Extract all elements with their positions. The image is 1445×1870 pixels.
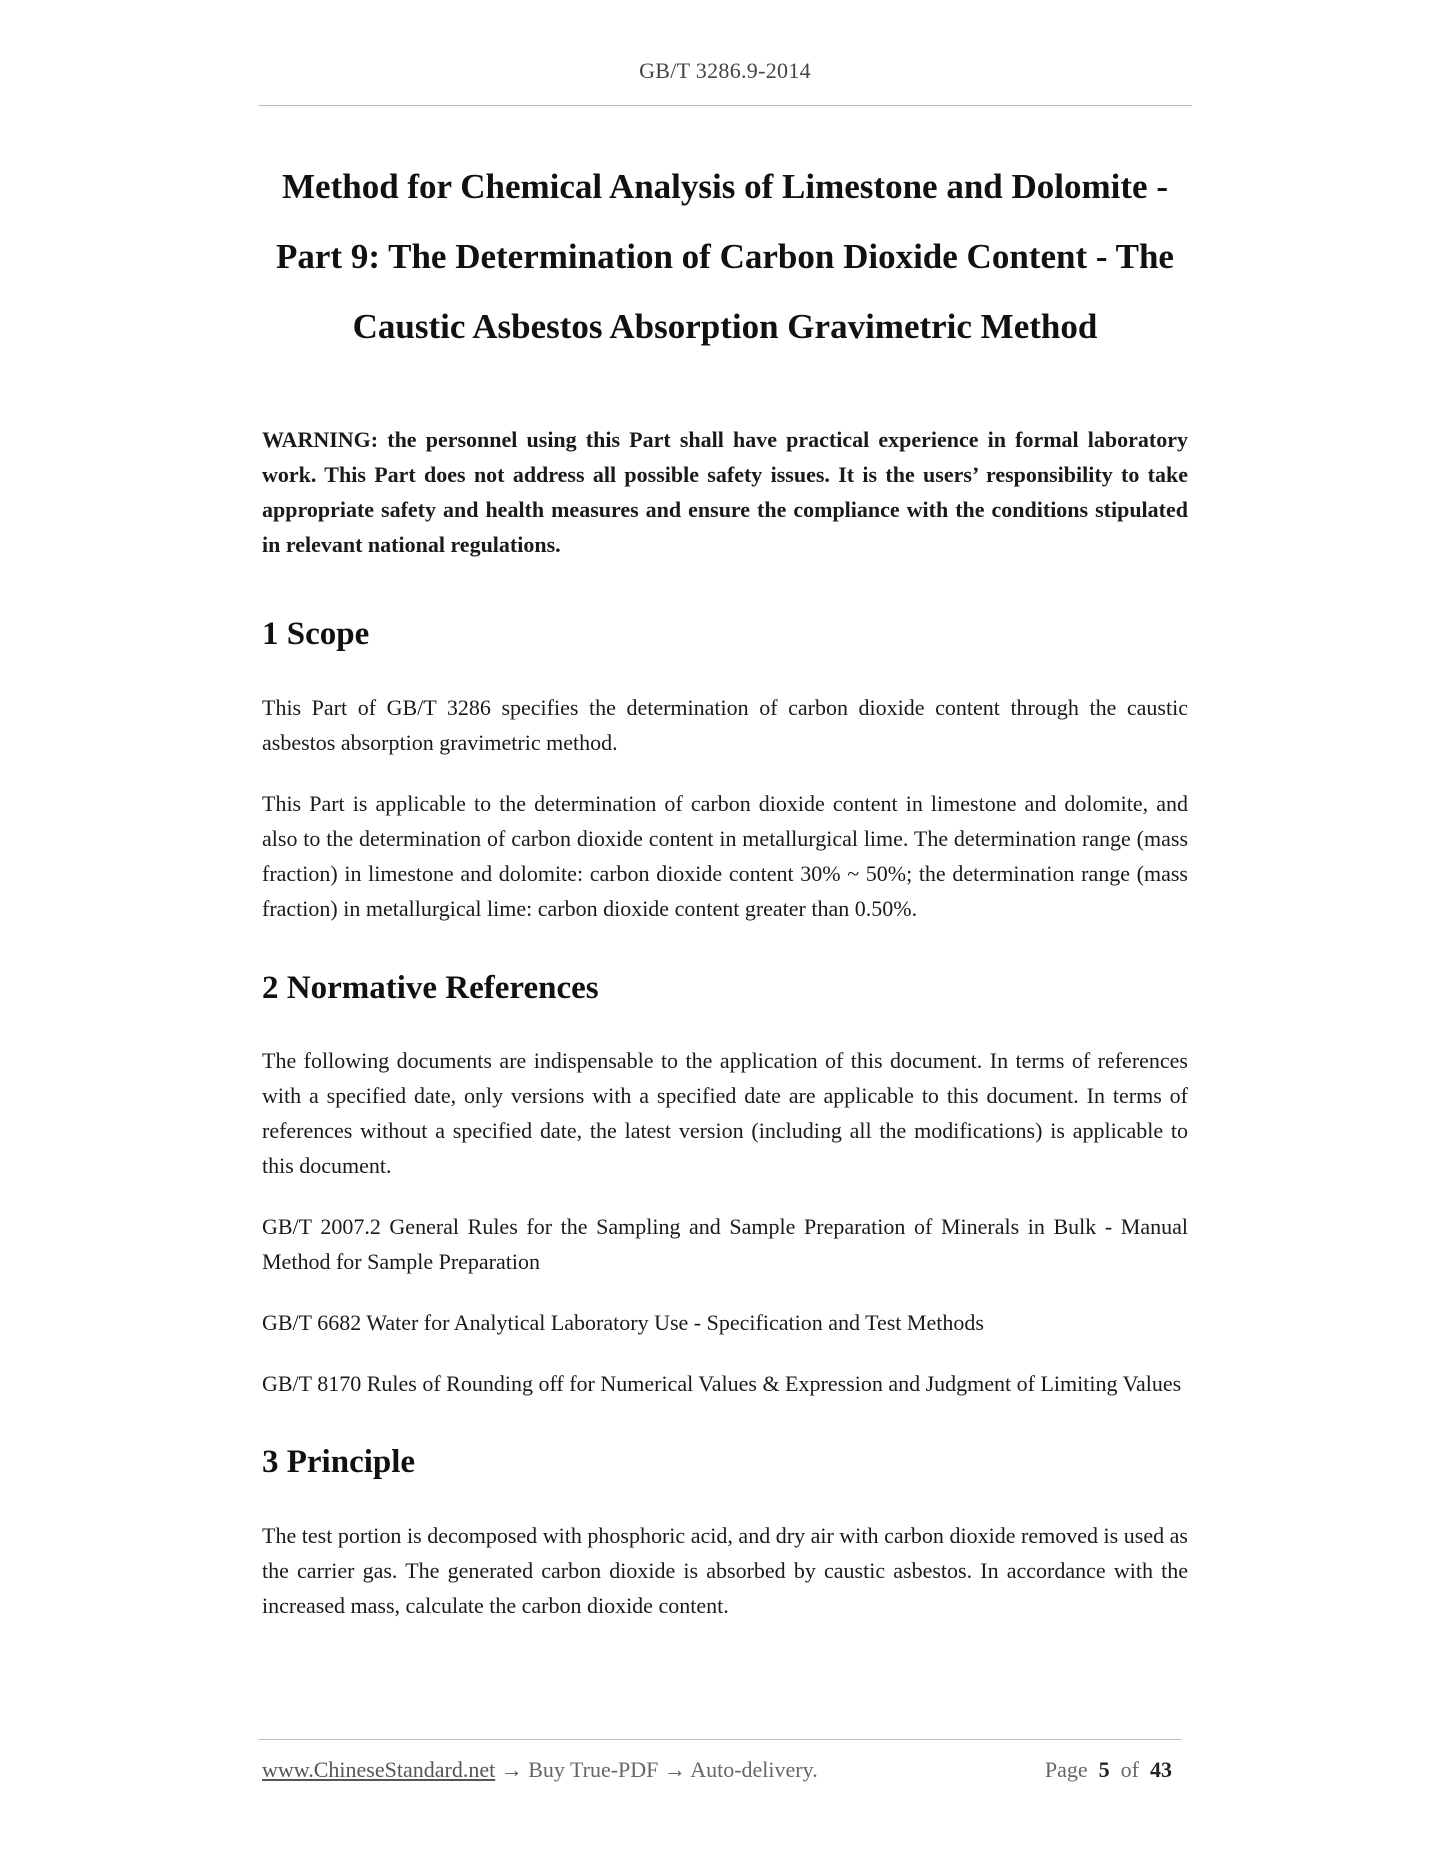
page-total: 43 [1150, 1757, 1172, 1782]
document-title [258, 152, 1192, 362]
scope-paragraph-2: This Part is applicable to the determination of carbon dioxide content in limestone and dolomite, and also to the determination of carbon dioxide content in metallurgical lime. The determination range (mass fraction) in limestone and dolomite: carbon dioxide content 30% ~ 50%; the determination range (mass fraction) in metallurgical lime: carbon dioxide content greater than 0.50%. [262, 791, 1188, 921]
title-line-1: Method for Chemical Analysis of Limestone and Dolomite - [282, 167, 1168, 206]
section-heading-principle: 3 Principle [262, 1444, 416, 1480]
section-heading-references: 2 Normative References [262, 970, 599, 1006]
footer-promo [262, 1757, 818, 1783]
section-heading-scope: 1 Scope [262, 616, 370, 652]
title-line-3: Caustic Asbestos Absorption Gravimetric Method [352, 307, 1098, 346]
warning-paragraph: WARNING: the personnel using this Part shall have practical experience in formal laboratory work. This Part does not address all possible safety issues. It is the users’ responsibility to take appropriate safety and health measures and ensure the compliance with the conditions stipulated in relevant national regulations. [262, 427, 1188, 557]
arrow-right-icon: → [663, 1757, 686, 1782]
document-body [262, 422, 1188, 1623]
buy-text: Buy True-PDF [528, 1757, 659, 1782]
page-footer [262, 1757, 1182, 1783]
title-line-2: Part 9: The Determination of Carbon Dioxide Content - The [276, 237, 1174, 276]
page-number [1045, 1757, 1182, 1783]
reference-item: GB/T 6682 Water for Analytical Laboratory Use - Specification and Test Methods [262, 1310, 984, 1335]
of-label: of [1120, 1757, 1139, 1782]
site-link[interactable]: www.ChineseStandard.net [262, 1757, 496, 1782]
page-header-code: GB/T 3286.9-2014 [639, 58, 811, 83]
page-label: Page [1044, 1757, 1088, 1782]
reference-item: GB/T 2007.2 General Rules for the Sampling and Sample Preparation of Minerals in Bulk - Manual Method for Sample Preparation [262, 1214, 1188, 1274]
reference-item: GB/T 8170 Rules of Rounding off for Numerical Values & Expression and Judgment of Limiting Values [262, 1371, 1182, 1396]
delivery-text: Auto-delivery. [690, 1757, 818, 1782]
references-intro: The following documents are indispensable to the application of this document. In terms of references with a specified date, only versions with a specified date are applicable to this document. In terms of references without a specified date, the latest version (including all the modifications) is applicable to this document. [262, 1048, 1188, 1178]
footer-divider [258, 1739, 1182, 1740]
arrow-right-icon: → [500, 1757, 523, 1782]
principle-paragraph: The test portion is decomposed with phosphoric acid, and dry air with carbon dioxide removed is used as the carrier gas. The generated carbon dioxide is absorbed by caustic asbestos. In accordance with the increased mass, calculate the carbon dioxide content. [262, 1523, 1188, 1618]
page-current: 5 [1098, 1757, 1110, 1782]
scope-paragraph-1: This Part of GB/T 3286 specifies the determination of carbon dioxide content through the caustic asbestos absorption gravimetric method. [262, 695, 1188, 755]
header-divider [258, 105, 1192, 106]
